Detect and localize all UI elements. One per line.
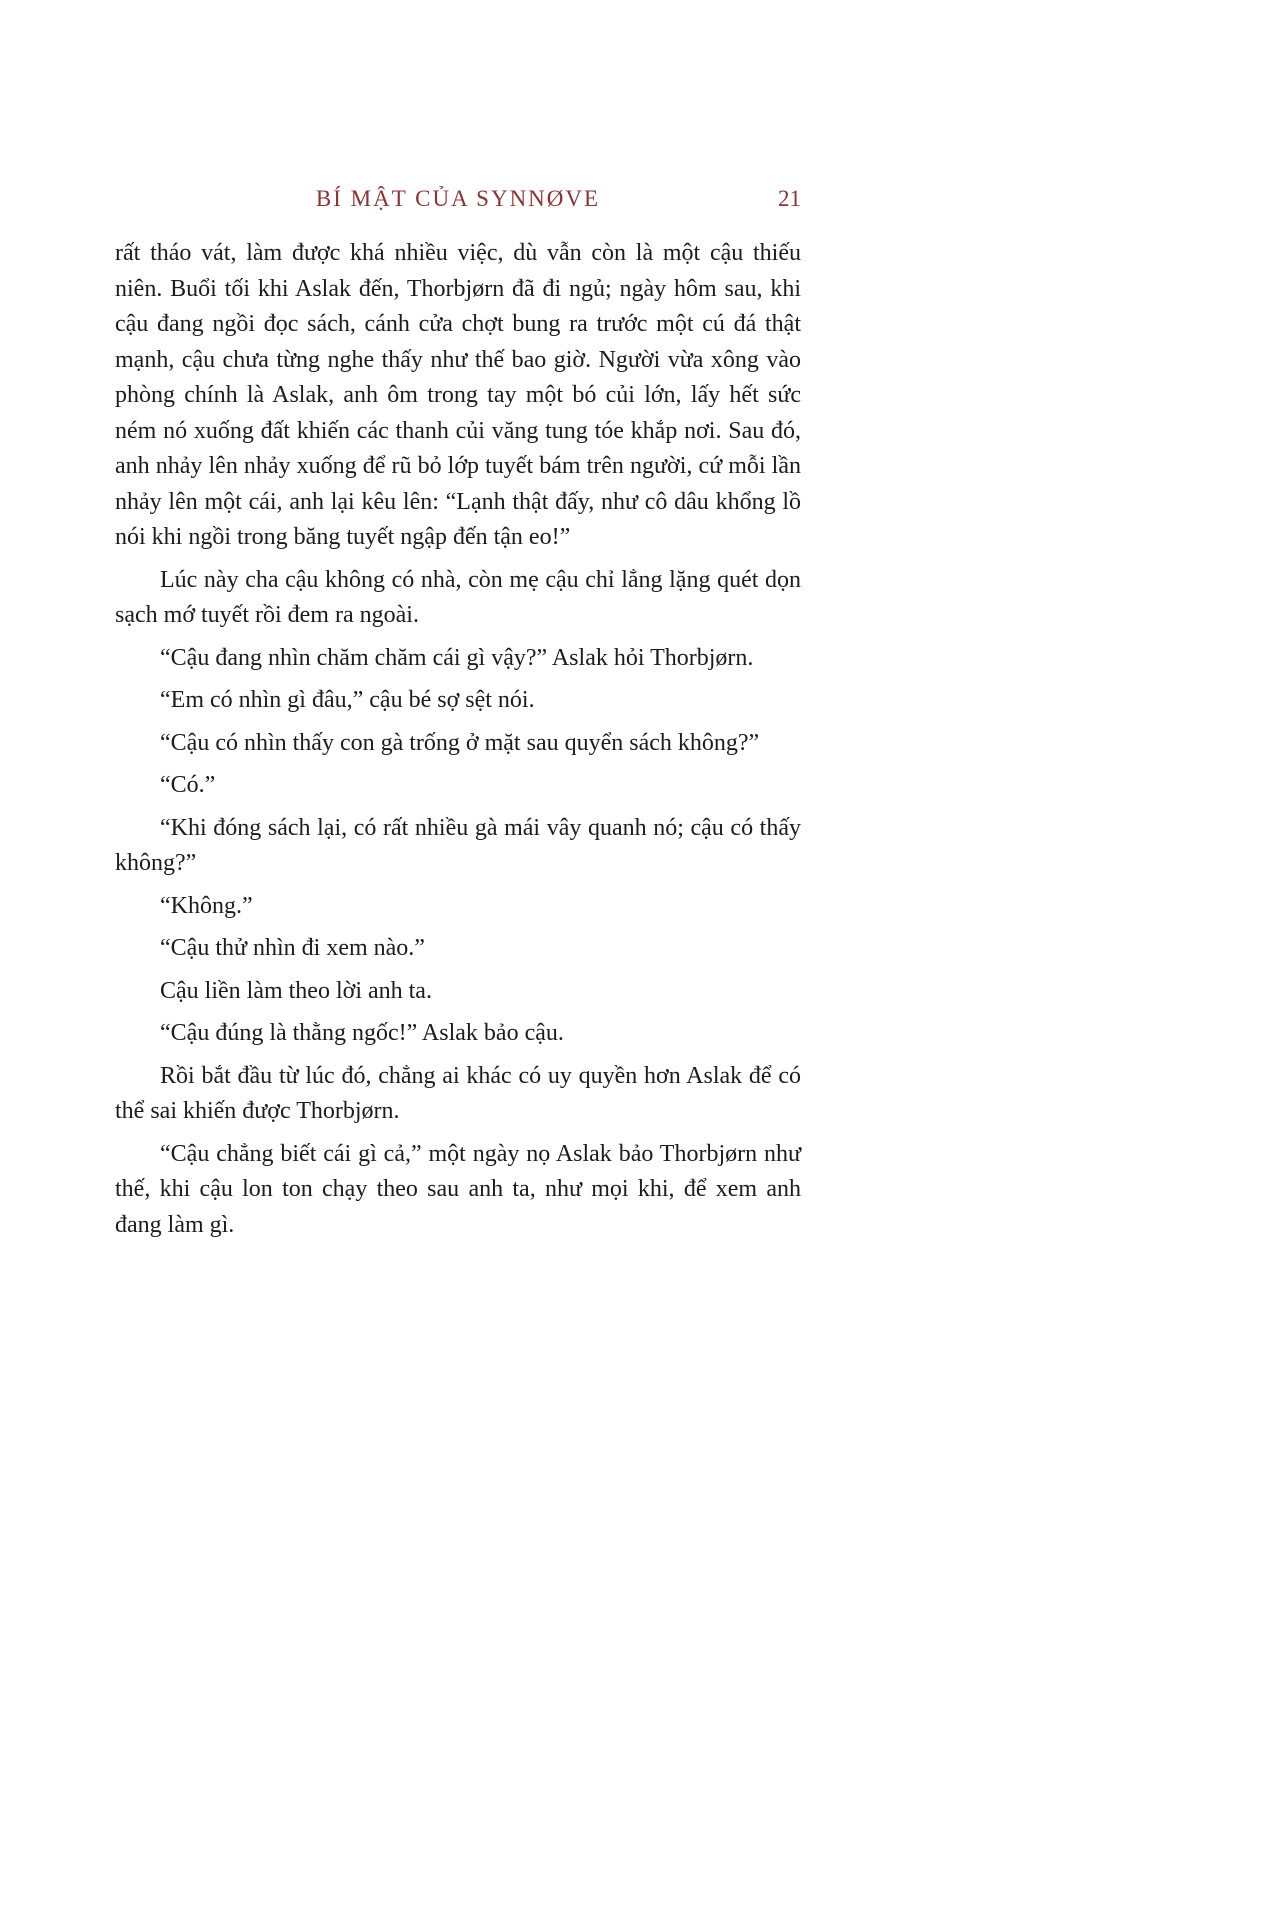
page-number: 21 bbox=[778, 186, 801, 211]
running-title: BÍ MẬT CỦA SYNNØVE bbox=[315, 186, 601, 211]
paragraph: Lúc này cha cậu không có nhà, còn mẹ cậu chỉ lẳng lặng quét dọn sạch mớ tuyết rồi đem ra ngoài. bbox=[115, 566, 801, 628]
paragraph: “Em có nhìn gì đâu,” cậu bé sợ sệt nói. bbox=[160, 687, 535, 713]
body-text bbox=[115, 236, 801, 1243]
paragraph: “Cậu chẳng biết cái gì cả,” một ngày nọ Aslak bảo Thorbjørn như thế, khi cậu lon ton chạy theo sau anh ta, như mọi khi, để xem anh đang làm gì. bbox=[115, 1140, 801, 1238]
paragraph: “Cậu thử nhìn đi xem nào.” bbox=[160, 935, 425, 961]
paragraph: “Cậu đúng là thằng ngốc!” Aslak bảo cậu. bbox=[160, 1020, 564, 1046]
paragraph: Cậu liền làm theo lời anh ta. bbox=[160, 977, 432, 1004]
text-column bbox=[115, 186, 801, 1250]
paragraph: “Không.” bbox=[160, 892, 253, 919]
paragraph: “Khi đóng sách lại, có rất nhiều gà mái vây quanh nó; cậu có thấy không?” bbox=[115, 814, 801, 876]
paragraph: “Cậu đang nhìn chăm chăm cái gì vậy?” Aslak hỏi Thorbjørn. bbox=[160, 644, 754, 671]
paragraph: “Cậu có nhìn thấy con gà trống ở mặt sau quyển sách không?” bbox=[160, 729, 760, 756]
paragraph: rất tháo vát, làm được khá nhiều việc, dù vẫn còn là một cậu thiếu niên. Buổi tối khi Aslak đến, Thorbjørn đã đi ngủ; ngày hôm sau, khi cậu đang ngồi đọc sách, cánh cửa chợt bung ra trước một cú đá thật mạnh, cậu chưa từng nghe thấy như thế bao giờ. Người vừa xông vào phòng chính là Aslak, anh ôm trong tay một bó củi lớn, lấy hết sức ném nó xuống đất khiến các thanh củi văng tung tóe khắp nơi. Sau đó, anh nhảy lên nhảy xuống để rũ bỏ lớp tuyết bám trên người, cứ mỗi lần nhảy lên một cái, anh lại kêu lên: “Lạnh thật đấy, như cô dâu khổng lồ nói khi ngồi trong băng tuyết ngập đến tận eo!” bbox=[115, 240, 801, 550]
running-header bbox=[115, 186, 801, 220]
paragraph: Rồi bắt đầu từ lúc đó, chẳng ai khác có uy quyền hơn Aslak để có thể sai khiến được Thorbjørn. bbox=[115, 1062, 801, 1124]
paragraph: “Có.” bbox=[160, 772, 216, 798]
